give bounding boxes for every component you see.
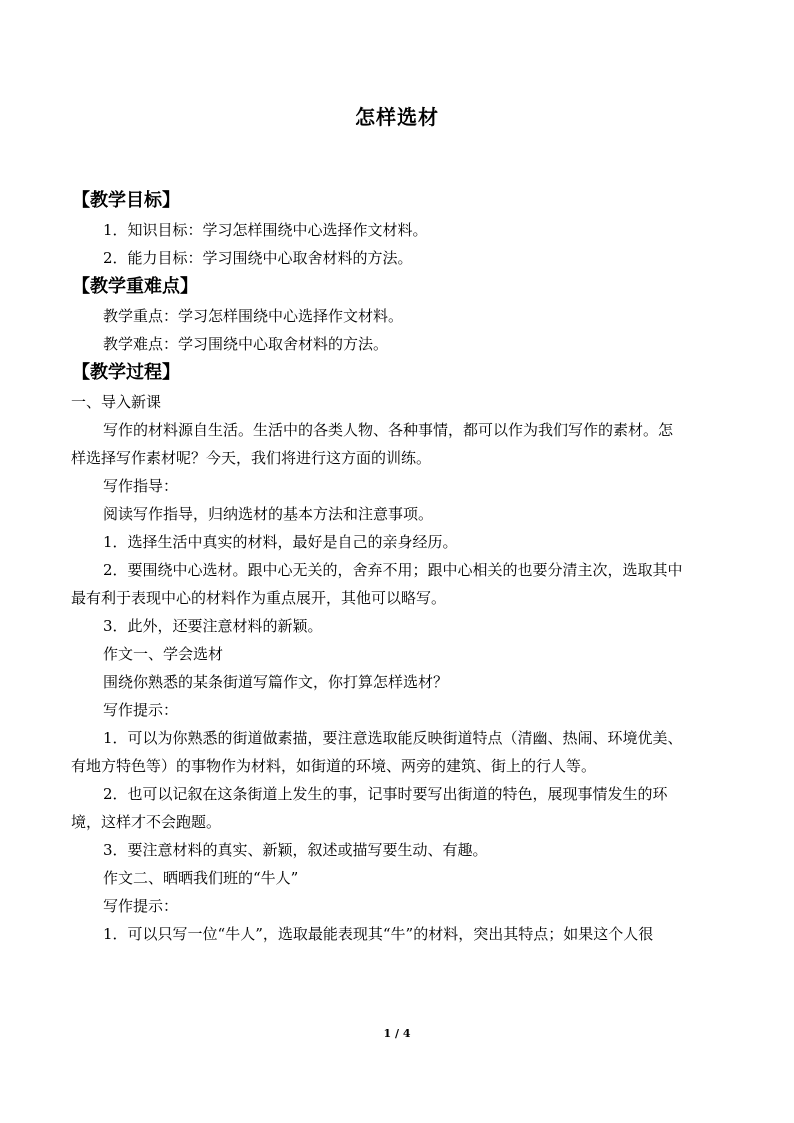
- page-number: 1 / 4: [383, 1027, 411, 1040]
- paragraph-line: 3．此外，还要注意材料的新颖。: [103, 617, 323, 635]
- key-point-item: 教学难点：学习围绕中心取舍材料的方法。: [103, 335, 389, 353]
- process-subheading: 一、导入新课: [71, 393, 162, 411]
- objective-item: 2．能力目标：学习围绕中心取舍材料的方法。: [103, 249, 413, 267]
- paragraph-line: 围绕你熟悉的某条街道写篇作文，你打算怎样选材？: [103, 673, 449, 691]
- paragraph-line: 1．可以只写一位“牛人”，选取最能表现其“牛”的材料，突出其特点；如果这个人很: [103, 925, 654, 943]
- paragraph-line: 2．要围绕中心选材。跟中心无关的，舍弃不用；跟中心相关的也要分清主次，选取其中: [103, 561, 683, 579]
- paragraph-line: 样选择写作素材呢？今天，我们将进行这方面的训练。: [71, 449, 432, 467]
- paragraph-line: 3．要注意材料的真实、新颖，叙述或描写要生动、有趣。: [103, 841, 488, 859]
- paragraph-line: 阅读写作指导，归纳选材的基本方法和注意事项。: [103, 505, 434, 523]
- paragraph-line: 境，这样才不会跑题。: [71, 813, 222, 831]
- section-heading-key-points: 【教学重难点】: [72, 276, 198, 297]
- paragraph-line: 1．可以为你熟悉的街道做素描，要注意选取能反映街道特点（清幽、热闹、环境优美、: [103, 729, 683, 747]
- objective-item: 1．知识目标：学习怎样围绕中心选择作文材料。: [103, 221, 428, 239]
- paragraph-line: 最有利于表现中心的材料作为重点展开，其他可以略写。: [71, 589, 447, 607]
- page-title: 怎样选材: [355, 105, 439, 129]
- paragraph-line: 1．选择生活中真实的材料，最好是自己的亲身经历。: [103, 533, 458, 551]
- paragraph-line: 有地方特色等）的事物作为材料，如街道的环境、两旁的建筑、街上的行人等。: [71, 757, 597, 775]
- document-body: [71, 186, 723, 948]
- paragraph-line: 作文一、学会选材: [103, 645, 224, 663]
- section-heading-process: 【教学过程】: [72, 362, 180, 383]
- paragraph-line: 写作提示：: [103, 897, 179, 915]
- paragraph-line: 作文二、晒晒我们班的“牛人”: [103, 869, 299, 887]
- paragraph-line: 写作指导：: [103, 477, 179, 495]
- section-heading-objectives: 【教学目标】: [72, 190, 180, 211]
- paragraph-line: 写作的材料源自生活。生活中的各类人物、各种事情，都可以作为我们写作的素材。怎: [103, 421, 674, 439]
- key-point-item: 教学重点：学习怎样围绕中心选择作文材料。: [103, 307, 404, 325]
- paragraph-line: 2．也可以记叙在这条街道上发生的事，记事时要写出街道的特色，展现事情发生的环: [103, 785, 668, 803]
- paragraph-line: 写作提示：: [103, 701, 179, 719]
